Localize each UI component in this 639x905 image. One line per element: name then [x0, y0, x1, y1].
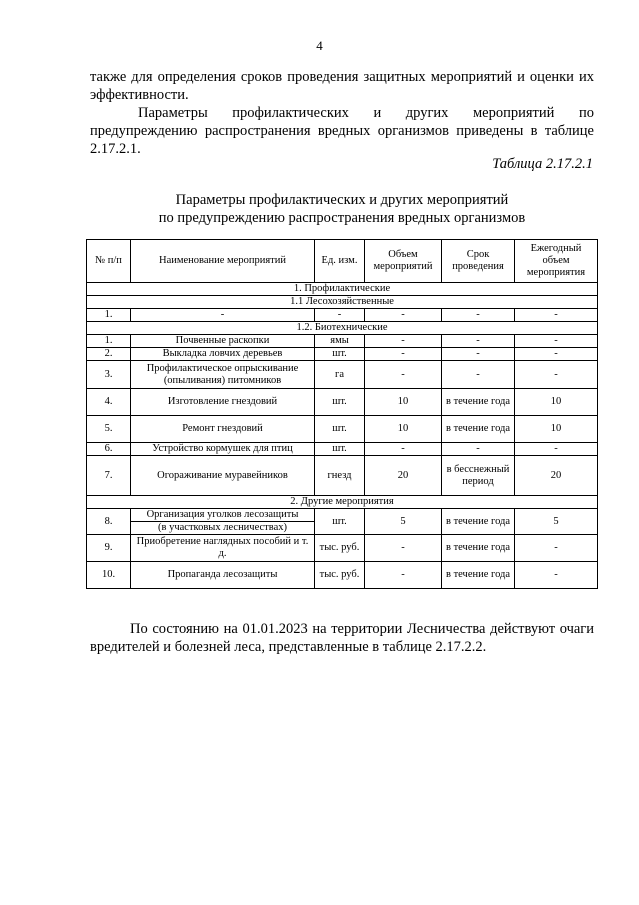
- table-row: [87, 335, 598, 348]
- cell-annual: 5: [515, 509, 598, 535]
- measures-table: [86, 239, 598, 589]
- cell-term: в течение года: [442, 562, 515, 589]
- cell-term: в бесснежный период: [442, 456, 515, 496]
- cell-unit: гнезд: [315, 456, 365, 496]
- cell-volume: -: [365, 348, 442, 361]
- cell-name: Приобретение наглядных пособий и т. д.: [131, 535, 315, 562]
- cell-volume: -: [365, 562, 442, 589]
- cell-volume: 5: [365, 509, 442, 535]
- cell-term: в течение года: [442, 416, 515, 443]
- cell-term: -: [442, 348, 515, 361]
- page-number: 4: [316, 38, 323, 53]
- cell-name: Почвенные раскопки: [131, 335, 315, 348]
- table-header-row: [87, 240, 598, 283]
- cell-volume: -: [365, 361, 442, 389]
- cell-name: Изготовление гнездовий: [131, 389, 315, 416]
- cell-unit: шт.: [315, 509, 365, 535]
- header-name: Наименование мероприятий: [131, 240, 315, 283]
- cell-volume: -: [365, 335, 442, 348]
- cell-unit: шт.: [315, 348, 365, 361]
- table-row: [87, 443, 598, 456]
- section-row: [87, 296, 598, 309]
- section-title: 1.2. Биотехнические: [87, 322, 598, 335]
- intro-paragraph-2: Параметры профилактических и других мероприятий по предупреждению распространения вредных организмов приведены в таблице 2.17.2.1.: [90, 105, 594, 157]
- cell-unit: шт.: [315, 443, 365, 456]
- intro-paragraph-1: также для определения сроков проведения защитных мероприятий и оценки их эффективности.: [90, 69, 594, 103]
- cell-volume: -: [365, 309, 442, 322]
- cell-name: Устройство кормушек для птиц: [131, 443, 315, 456]
- header-volume: Объем мероприятий: [365, 240, 442, 283]
- cell-number: 9.: [87, 535, 131, 562]
- cell-unit: -: [315, 309, 365, 322]
- cell-annual: -: [515, 562, 598, 589]
- table-row: [87, 456, 598, 496]
- cell-name: Огораживание муравейников: [131, 456, 315, 496]
- table-row: [87, 562, 598, 589]
- cell-name: Профилактическое опрыскивание (опыливания) питомников: [131, 361, 315, 389]
- table-title-line-2: по предупреждению распространения вредных организмов: [158, 210, 526, 226]
- cell-number: 4.: [87, 389, 131, 416]
- cell-name: Организация уголков лесозащиты: [131, 509, 315, 522]
- cell-volume: 10: [365, 389, 442, 416]
- table-row: [87, 309, 598, 322]
- cell-volume: 10: [365, 416, 442, 443]
- table-row: [87, 416, 598, 443]
- section-row: [87, 283, 598, 296]
- table-row: [87, 389, 598, 416]
- cell-number: 8.: [87, 509, 131, 535]
- table-title: [90, 191, 594, 227]
- cell-unit: тыс. руб.: [315, 535, 365, 562]
- cell-term: -: [442, 361, 515, 389]
- cell-unit: ямы: [315, 335, 365, 348]
- cell-annual: -: [515, 443, 598, 456]
- cell-volume: -: [365, 443, 442, 456]
- cell-name: Ремонт гнездовий: [131, 416, 315, 443]
- table-row: [87, 535, 598, 562]
- table-row: [87, 509, 598, 522]
- section-title: 1. Профилактические: [87, 283, 598, 296]
- cell-annual: -: [515, 309, 598, 322]
- table-title-line-1: Параметры профилактических и других мероприятий: [175, 192, 509, 208]
- cell-annual: -: [515, 535, 598, 562]
- cell-annual: -: [515, 361, 598, 389]
- cell-term: в течение года: [442, 535, 515, 562]
- table-row: [87, 361, 598, 389]
- cell-unit: шт.: [315, 416, 365, 443]
- cell-unit: га: [315, 361, 365, 389]
- header-unit: Ед. изм.: [315, 240, 365, 283]
- cell-term: в течение года: [442, 509, 515, 535]
- cell-name-sub: (в участковых лесничествах): [131, 522, 315, 535]
- closing-paragraph: По состоянию на 01.01.2023 на территории Лесничества действуют очаги вредителей и болезней леса, представленные в таблице 2.17.2.2.: [90, 621, 594, 655]
- cell-number: 5.: [87, 416, 131, 443]
- cell-annual: 10: [515, 389, 598, 416]
- cell-annual: -: [515, 335, 598, 348]
- cell-term: -: [442, 309, 515, 322]
- cell-annual: -: [515, 348, 598, 361]
- cell-number: 10.: [87, 562, 131, 589]
- cell-unit: шт.: [315, 389, 365, 416]
- cell-annual: 20: [515, 456, 598, 496]
- cell-number: 1.: [87, 309, 131, 322]
- cell-term: -: [442, 443, 515, 456]
- section-row: [87, 496, 598, 509]
- cell-term: -: [442, 335, 515, 348]
- cell-number: 7.: [87, 456, 131, 496]
- table-row: [87, 348, 598, 361]
- cell-term: в течение года: [442, 389, 515, 416]
- cell-volume: -: [365, 535, 442, 562]
- section-row: [87, 322, 598, 335]
- cell-number: 6.: [87, 443, 131, 456]
- table-caption: Таблица 2.17.2.1: [492, 156, 593, 172]
- cell-name: Выкладка ловчих деревьев: [131, 348, 315, 361]
- header-annual-volume: Ежегодный объем мероприятия: [515, 240, 598, 283]
- header-term: Срок проведения: [442, 240, 515, 283]
- cell-volume: 20: [365, 456, 442, 496]
- cell-number: 1.: [87, 335, 131, 348]
- cell-number: 3.: [87, 361, 131, 389]
- cell-name: Пропаганда лесозащиты: [131, 562, 315, 589]
- cell-unit: тыс. руб.: [315, 562, 365, 589]
- cell-number: 2.: [87, 348, 131, 361]
- section-title: 2. Другие мероприятия: [87, 496, 598, 509]
- section-title: 1.1 Лесохозяйственные: [87, 296, 598, 309]
- cell-name: -: [131, 309, 315, 322]
- cell-annual: 10: [515, 416, 598, 443]
- header-number: № п/п: [87, 240, 131, 283]
